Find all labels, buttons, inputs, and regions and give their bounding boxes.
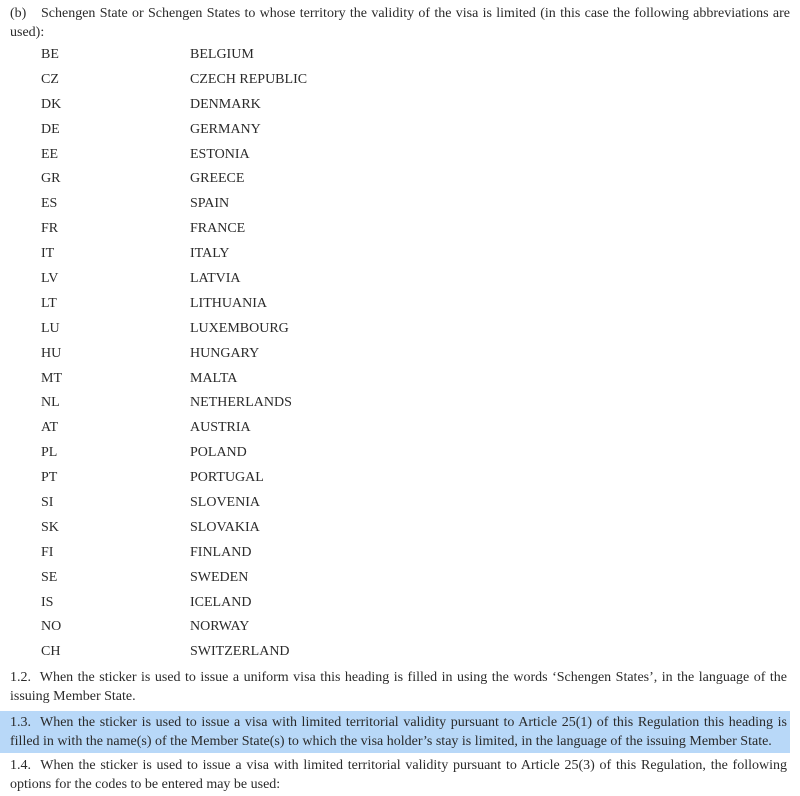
state-name: GREECE — [190, 171, 245, 187]
list-item — [0, 70, 800, 95]
list-item — [0, 219, 800, 244]
state-name: FINLAND — [190, 544, 252, 560]
paragraph-text: When the sticker is used to issue a visa with limited territorial validity pursuant to Article 25(1) of this Regulation this heading is filled in with the name(s) of the Member State(s) to which the visa holder’s stay is limited, in the language of the issuing Member State. — [10, 715, 787, 749]
intro-paragraph — [10, 4, 790, 42]
state-name: ESTONIA — [190, 146, 250, 162]
intro-marker: (b) — [10, 6, 27, 21]
list-item — [0, 194, 800, 219]
paragraph-text: When the sticker is used to issue a uniform visa this heading is filled in using the words ‘Schengen States’, in the language of the issuing Member State. — [10, 670, 788, 704]
state-name: NETHERLANDS — [190, 395, 292, 411]
state-name: ICELAND — [190, 594, 252, 610]
paragraph-number: 1.3. — [10, 715, 31, 730]
state-code: EE — [41, 146, 59, 162]
list-item — [0, 145, 800, 170]
state-code: HU — [41, 345, 62, 361]
paragraph-1-4 — [10, 756, 787, 794]
list-item — [0, 294, 800, 319]
list-item — [0, 269, 800, 294]
state-name: SWITZERLAND — [190, 644, 290, 660]
state-name: HUNGARY — [190, 345, 260, 361]
state-code: BE — [41, 47, 59, 62]
state-name: SLOVENIA — [190, 495, 260, 511]
list-item — [0, 568, 800, 593]
state-code: DK — [41, 96, 62, 112]
state-name: POLAND — [190, 445, 247, 461]
state-code: NL — [41, 395, 60, 411]
abbreviation-list — [0, 45, 800, 667]
list-item — [0, 468, 800, 493]
state-code: NO — [41, 619, 62, 635]
list-item — [0, 543, 800, 568]
state-code: IS — [41, 594, 54, 610]
list-item — [0, 95, 800, 120]
list-item — [0, 593, 800, 618]
state-name: NORWAY — [190, 619, 250, 635]
list-item — [0, 418, 800, 443]
list-item — [0, 393, 800, 418]
state-code: CZ — [41, 71, 59, 87]
state-code: MT — [41, 370, 62, 386]
list-item — [0, 518, 800, 543]
state-name: AUSTRIA — [190, 420, 251, 436]
paragraph-text: When the sticker is used to issue a visa with limited territorial validity pursuant to Article 25(3) of this Regulation, the following options for the codes to be entered may be used: — [10, 758, 788, 792]
list-item — [0, 493, 800, 518]
intro-text: Schengen State or Schengen States to whose territory the validity of the visa is limited (in this case the following abbreviations are used): — [10, 6, 790, 40]
state-code: SE — [41, 569, 58, 585]
state-name: DENMARK — [190, 96, 261, 112]
list-item — [0, 344, 800, 369]
state-code: ES — [41, 196, 58, 212]
state-name: ITALY — [190, 246, 230, 262]
list-item — [0, 319, 800, 344]
state-name: MALTA — [190, 370, 238, 386]
state-code: AT — [41, 420, 59, 436]
list-item — [0, 45, 800, 70]
list-item — [0, 169, 800, 194]
state-code: IT — [41, 246, 55, 262]
state-name: SWEDEN — [190, 569, 249, 585]
state-name: SPAIN — [190, 196, 230, 212]
paragraph-1-3-selected[interactable] — [0, 711, 790, 753]
paragraph-number: 1.4. — [10, 758, 31, 773]
state-name: BELGIUM — [190, 47, 254, 62]
list-item — [0, 369, 800, 394]
state-code: FR — [41, 221, 59, 237]
state-code: CH — [41, 644, 61, 660]
paragraph-number: 1.2. — [10, 670, 31, 685]
state-name: LUXEMBOURG — [190, 320, 289, 336]
list-item — [0, 443, 800, 468]
state-code: FI — [41, 544, 54, 560]
state-code: PT — [41, 470, 58, 486]
state-name: FRANCE — [190, 221, 246, 237]
state-code: SK — [41, 519, 59, 535]
state-code: GR — [41, 171, 61, 187]
state-name: PORTUGAL — [190, 470, 264, 486]
paragraph-1-2 — [10, 668, 787, 706]
state-name: GERMANY — [190, 121, 261, 137]
state-code: PL — [41, 445, 58, 461]
state-name: LATVIA — [190, 271, 241, 287]
list-item — [0, 244, 800, 269]
list-item — [0, 617, 800, 642]
state-code: LV — [41, 271, 59, 287]
state-code: LT — [41, 295, 57, 311]
list-item — [0, 642, 800, 667]
state-code: DE — [41, 121, 60, 137]
state-code: SI — [41, 495, 54, 511]
state-name: SLOVAKIA — [190, 519, 260, 535]
state-code: LU — [41, 320, 60, 336]
state-name: CZECH REPUBLIC — [190, 71, 308, 87]
list-item — [0, 120, 800, 145]
state-name: LITHUANIA — [190, 295, 267, 311]
